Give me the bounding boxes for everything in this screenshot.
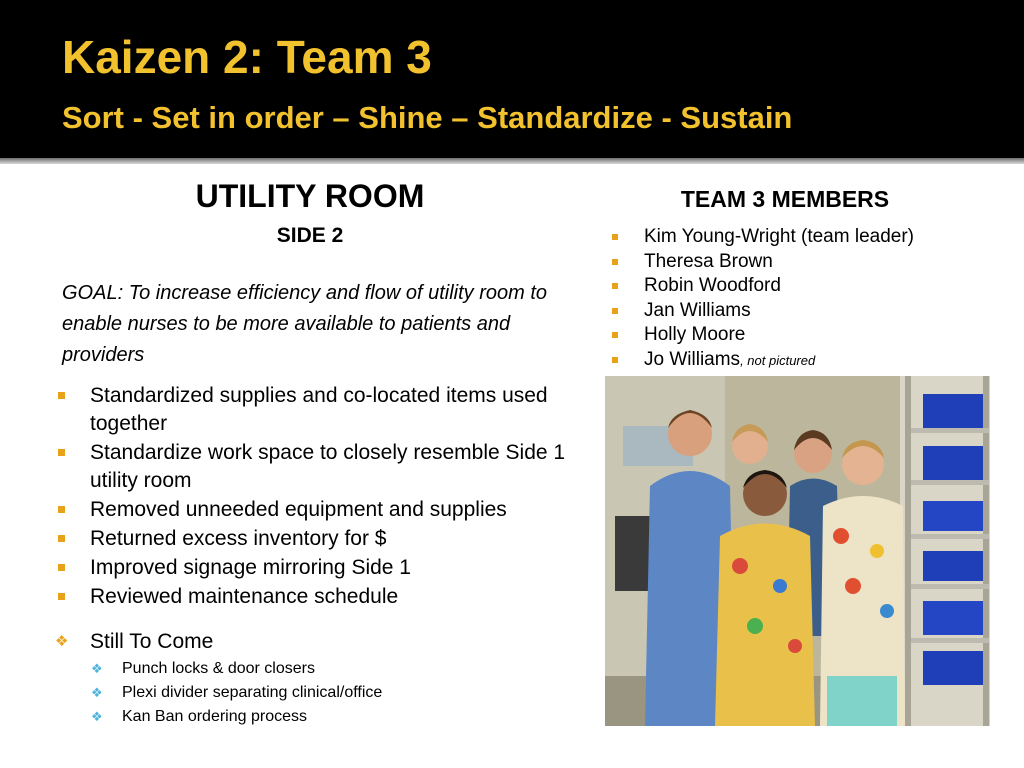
list-item: Standardized supplies and co-located items used together [55,382,575,438]
team-photo-illustration [605,376,990,726]
square-bullet-icon [612,234,618,240]
side-heading: SIDE 2 [276,224,344,247]
square-bullet-icon [58,449,65,456]
list-item: Reviewed maintenance schedule [55,583,575,611]
list-item: Returned excess inventory for $ [55,525,575,553]
team-member: Jo Williams, not pictured [608,348,1008,374]
list-item: Improved signage mirroring Side 1 [55,554,575,582]
diamond-bullet-icon: ❖ [55,633,69,650]
team-members-list [608,225,1008,373]
utility-room-heading: UTILITY ROOM [195,178,425,214]
still-to-come-list [55,657,575,729]
list-item: Removed unneeded equipment and supplies [55,496,575,524]
list-item: ❖ Kan Ban ordering process [55,705,575,729]
not-pictured-note: , not pictured [740,352,816,368]
square-bullet-icon [58,593,65,600]
slide-subtitle: Sort - Set in order – Shine – Standardize - Sustain [62,100,793,135]
diamond-bullet-icon: ❖ [91,661,103,676]
team-member: Jan Williams [608,299,1008,324]
square-bullet-icon [612,332,618,338]
list-item: ❖ Plexi divider separating clinical/office [55,681,575,705]
square-bullet-icon [58,535,65,542]
square-bullet-icon [612,283,618,289]
square-bullet-icon [58,506,65,513]
diamond-bullet-icon: ❖ [91,709,103,724]
team-photo [605,376,990,726]
square-bullet-icon [58,564,65,571]
team-members-heading: TEAM 3 MEMBERS [680,186,890,212]
square-bullet-icon [612,357,618,363]
square-bullet-icon [58,392,65,399]
still-to-come-label: ❖ Still To Come [55,628,575,656]
team-member: Robin Woodford [608,274,1008,299]
list-item: Standardize work space to closely resemble Side 1 utility room [55,439,575,495]
square-bullet-icon [612,308,618,314]
diamond-bullet-icon: ❖ [91,685,103,700]
team-member: Kim Young-Wright (team leader) [608,225,1008,250]
square-bullet-icon [612,259,618,265]
slide-title: Kaizen 2: Team 3 [62,31,432,83]
still-to-come-section [55,628,575,729]
improvement-list [55,382,575,612]
team-member: Holly Moore [608,323,1008,348]
header-divider [0,158,1024,164]
list-item: ❖ Punch locks & door closers [55,657,575,681]
team-member: Theresa Brown [608,250,1008,275]
goal-statement: GOAL: To increase efficiency and flow of utility room to enable nurses to be more available to patients and providers [62,282,548,366]
